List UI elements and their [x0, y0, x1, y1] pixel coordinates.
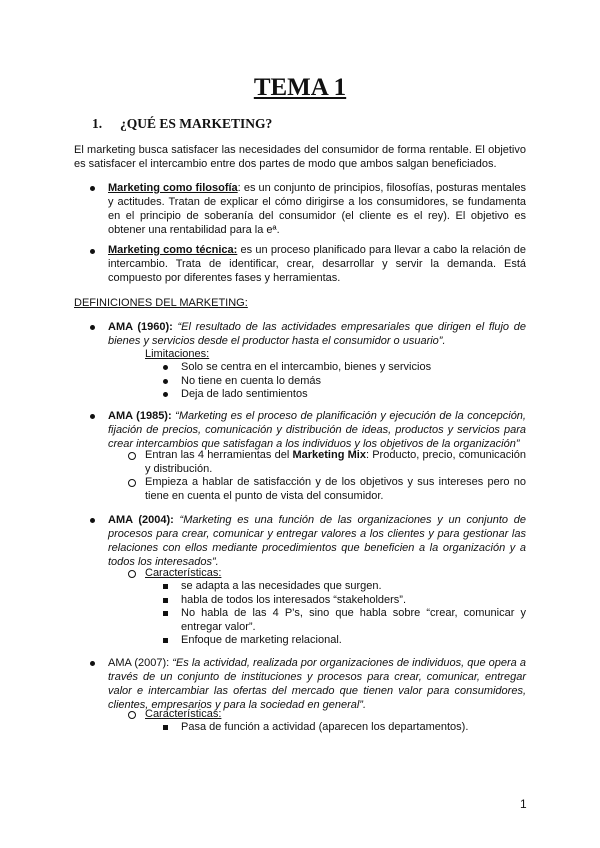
characteristic-item: No habla de las 4 P’s, sino que habla sobre “crear, comunicar y entregar valor”.: [181, 607, 526, 633]
characteristic-item: Pasa de función a actividad (aparecen los departamentos).: [181, 721, 469, 733]
philosophy-text: : es un conjunto de principios, filosofías, posturas mentales y actitudes. Tratan de explicar el cómo dirigirse a los consumidores, se fundamenta en el principio de soberanía del consumidor (el cliente es el rey). El objetivo es obtener una rentabilidad para la eª.: [108, 182, 527, 236]
philosophy-label: Marketing como filosofía: [108, 182, 238, 194]
page-number: 1: [520, 797, 527, 811]
bullet-icon: [163, 379, 168, 384]
bullet-icon: [90, 661, 95, 666]
circle-bullet-icon: [128, 452, 136, 460]
item-text: : Producto, precio, comunicación y distribución.: [145, 449, 526, 475]
marketing-mix-term: Marketing Mix: [292, 449, 366, 461]
bullet-icon: [90, 249, 95, 254]
limitation-item: Deja de lado sentimientos: [181, 388, 308, 400]
bullet-icon: [90, 518, 95, 523]
circle-bullet-icon: [128, 570, 136, 578]
technique-paragraph: [108, 243, 526, 285]
section-number: 1.: [92, 116, 103, 131]
section-heading: [92, 116, 272, 132]
ama-1985-item: [145, 448, 526, 476]
ama-1985-definition: [108, 409, 526, 451]
characteristic-item: Enfoque de marketing relacional.: [181, 634, 342, 646]
ama-1960-label: AMA (1960):: [108, 321, 173, 333]
characteristic-item: se adapta a las necesidades que surgen.: [181, 580, 382, 592]
ama-1960-definition: [108, 320, 526, 348]
ama-2004-quote: “Marketing es una función de las organizaciones y un conjunto de procesos para crear, comunicar y entregar valores a los clientes y para gestionar las relaciones con ellos mediante procedimientos que beneficien a la organización y a todos los interesados”.: [108, 514, 526, 568]
circle-bullet-icon: [128, 711, 136, 719]
ama-1985-item: Empieza a hablar de satisfacción y de los objetivos y sus intereses pero no tiene en cuenta el punto de vista del consumidor.: [145, 476, 526, 502]
technique-text: es un proceso planificado para llevar a cabo la relación de intercambio. Trata de identificar, crear, desarrollar y servir la demanda. Está compuesto por diferentes fases y herramientas.: [108, 244, 526, 284]
ama-1960-quote: “El resultado de las actividades empresariales que dirigen el flujo de bienes y servicios desde el productor hasta el consumidor o usuario”.: [108, 321, 526, 347]
ama-2007-definition: [108, 656, 526, 712]
square-bullet-icon: [163, 611, 168, 616]
ama-1985-quote: “Marketing es el proceso de planificación y ejecución de la concepción, fijación de precios, comunicación y distribución de ideas, productos y servicios para crear intercambios que satisfagan a los individuos y los objetivos de la organización”: [108, 410, 526, 450]
intro-paragraph: El marketing busca satisfacer las necesidades del consumidor de forma rentable. El objetivo es satisfacer el intercambio entre dos partes de modo que ambos salgan beneficiados.: [74, 144, 526, 170]
square-bullet-icon: [163, 725, 168, 730]
square-bullet-icon: [163, 598, 168, 603]
bullet-icon: [90, 325, 95, 330]
circle-bullet-icon: [128, 479, 136, 487]
limitation-item: No tiene en cuenta lo demás: [181, 375, 322, 387]
definitions-heading: DEFINICIONES DEL MARKETING:: [74, 297, 248, 309]
bullet-icon: [163, 365, 168, 370]
characteristics-label: Características:: [145, 708, 222, 720]
characteristics-label: Características:: [145, 567, 222, 579]
ama-2007-quote: “Es la actividad, realizada por organizaciones de individuos, que opera a través de un conjunto de instituciones y procesos para crear, comunicar, entregar valor e intercambiar las ofertas del mercado que tienen valor para consumidores, clientes, empresarios y para la sociedad en general”.: [108, 657, 526, 711]
ama-2004-definition: [108, 513, 526, 569]
ama-1985-label: AMA (1985):: [108, 410, 172, 422]
square-bullet-icon: [163, 584, 168, 589]
philosophy-paragraph: [108, 181, 526, 237]
square-bullet-icon: [163, 638, 168, 643]
section-title: ¿QUÉ ES MARKETING?: [120, 116, 273, 131]
page-title: TEMA 1: [253, 74, 347, 101]
ama-2004-label: AMA (2004):: [108, 514, 174, 526]
technique-label: Marketing como técnica:: [108, 244, 238, 256]
bullet-icon: [163, 392, 168, 397]
ama-2007-label: AMA (2007):: [108, 657, 170, 669]
limitation-item: Solo se centra en el intercambio, bienes y servicios: [181, 361, 432, 373]
item-text: Entran las 4 herramientas del: [145, 449, 293, 461]
bullet-icon: [90, 414, 95, 419]
limitations-label: Limitaciones:: [145, 348, 210, 360]
characteristic-item: habla de todos los interesados “stakeholders”.: [181, 594, 407, 606]
bullet-icon: [90, 186, 95, 191]
